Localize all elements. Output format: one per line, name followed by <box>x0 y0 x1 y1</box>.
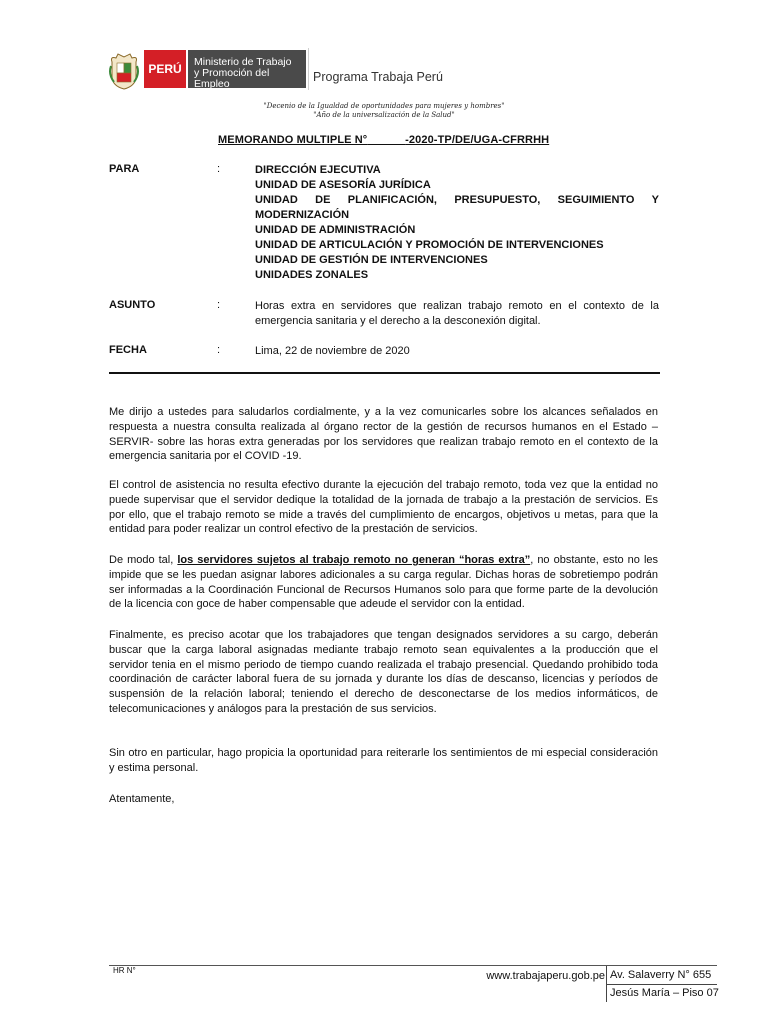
emphasized-statement: los servidores sujetos al trabajo remoto no generan “horas extra” <box>177 554 531 566</box>
peru-logo-block: PERÚ <box>144 50 186 88</box>
memo-title-suffix: -2020-TP/DE/UGA-CFRRHH <box>405 134 550 146</box>
fecha-colon: : <box>217 344 221 356</box>
ministry-logo-block <box>188 50 306 88</box>
paragraph-text: El control de asistencia no resulta efectivo durante la ejecución del trabajo remoto, toda vez que la entidad no puede supervisar que el servidor dedique la totalidad de la jornada de trabajo a la prestación de servicios. Es por ello, que el trabajo remoto se mide a través del cumplimiento de encargos, objetivos u metas, para que la entidad para poder realizar un control efectivo de la prestación de servicios. <box>109 479 658 536</box>
recipient-item: MODERNIZACIÓN <box>255 209 350 221</box>
paragraph-text <box>109 553 658 612</box>
asunto-label: ASUNTO <box>109 299 156 311</box>
header-divider <box>109 372 660 374</box>
paragraph-text: Sin otro en particular, hago propicia la oportunidad para reiterarle los sentimientos de mi especial consideración y estima personal. <box>109 747 658 774</box>
ministry-line-1: Ministerio de Trabajo <box>194 56 292 68</box>
address-line-2: Jesús María – Piso 07 <box>610 987 719 999</box>
asunto-colon: : <box>217 299 221 311</box>
body-paragraph-5 <box>109 746 658 776</box>
para-label: PARA <box>109 163 140 175</box>
year-quote: "Año de la universalización de la Salud" <box>313 111 455 119</box>
address-divider <box>606 984 717 985</box>
body-paragraph-3 <box>109 553 658 612</box>
fecha-text: Lima, 22 de noviembre de 2020 <box>255 345 410 357</box>
hr-number-label: HR N° <box>113 966 136 975</box>
body-paragraph-2 <box>109 478 658 537</box>
paragraph-text: Finalmente, es preciso acotar que los trabajadores que tengan designados servidores a su cargo, deberán buscar que la carga laboral asignadas mediante trabajo remoto sean equivalentes a la producción que el servidor tenia en el mismo periodo de tiempo cuando realizada el trabajo presencial. Quedando prohibido toda coordinación de carácter laboral fuera de su jornada y durante los días de descanso, licencias y períodos de suspensión de la relación laboral; teniendo el derecho de desconectarse de los medios informáticos, de telecomunicaciones y análogos para la prestación de sus servicios. <box>109 629 658 715</box>
address-line-1: Av. Salaverry N° 655 <box>610 969 712 981</box>
recipient-item: DIRECCIÓN EJECUTIVA <box>255 164 381 176</box>
paragraph-rest: , no obstante, esto no les impide que se les puedan asignar labores adicionales a su carga regular. Dichas horas de sobretiempo podrán ser informadas a la Coordinación Funcional de Recursos Humanos solo para que forme parte de la devolución de la licencia con goce de haber compensable que adeude el servidor con la entidad. <box>109 554 659 611</box>
memo-title-prefix: MEMORANDO MULTIPLE N° <box>218 134 368 146</box>
memo-title-gap <box>367 134 405 146</box>
closing: Atentamente, <box>109 793 175 805</box>
paragraph-lead: De modo tal, <box>109 554 178 566</box>
ministry-line-2: y Promoción del Empleo <box>194 67 270 90</box>
decade-quote: "Decenio de la Igualdad de oportunidades para mujeres y hombres" <box>263 102 505 110</box>
letterhead <box>108 44 668 96</box>
footer-divider <box>109 965 717 966</box>
coat-of-arms-icon <box>108 52 140 90</box>
recipient-item: UNIDAD DE PLANIFICACIÓN, PRESUPUESTO, SEGUIMIENTO Y <box>255 194 659 206</box>
logo-divider <box>308 48 309 90</box>
recipients-list <box>255 163 659 283</box>
asunto-text: Horas extra en servidores que realizan trabajo remoto en el contexto de la emergencia sanitaria y el derecho a la desconexión digital. <box>255 300 659 327</box>
body-paragraph-1 <box>109 405 658 464</box>
recipient-item: UNIDAD DE ARTICULACIÓN Y PROMOCIÓN DE INTERVENCIONES <box>255 239 604 251</box>
paragraph-text: Me dirijo a ustedes para saludarlos cordialmente, y a la vez comunicarles sobre los alcances señalados en respuesta a nuestra consulta realizada al órgano rector de la gestión de recursos humanos en el Estado – SERVIR- sobre las horas extra generadas por los servidores que realizan trabajo remoto en el contexto de la emergencia sanitaria por el COVID -19. <box>109 406 658 463</box>
recipient-item: UNIDAD DE ASESORÍA JURÍDICA <box>255 179 431 191</box>
recipient-item: UNIDAD DE GESTIÓN DE INTERVENCIONES <box>255 254 488 266</box>
recipient-item: UNIDAD DE ADMINISTRACIÓN <box>255 224 416 236</box>
recipient-item: UNIDADES ZONALES <box>255 269 369 281</box>
program-name: Programa Trabaja Perú <box>313 70 443 84</box>
memo-title <box>218 134 549 146</box>
website-link[interactable]: www.trabajaperu.gob.pe <box>486 970 605 982</box>
body-paragraph-4 <box>109 628 658 717</box>
para-colon: : <box>217 163 221 175</box>
fecha-label: FECHA <box>109 344 147 356</box>
